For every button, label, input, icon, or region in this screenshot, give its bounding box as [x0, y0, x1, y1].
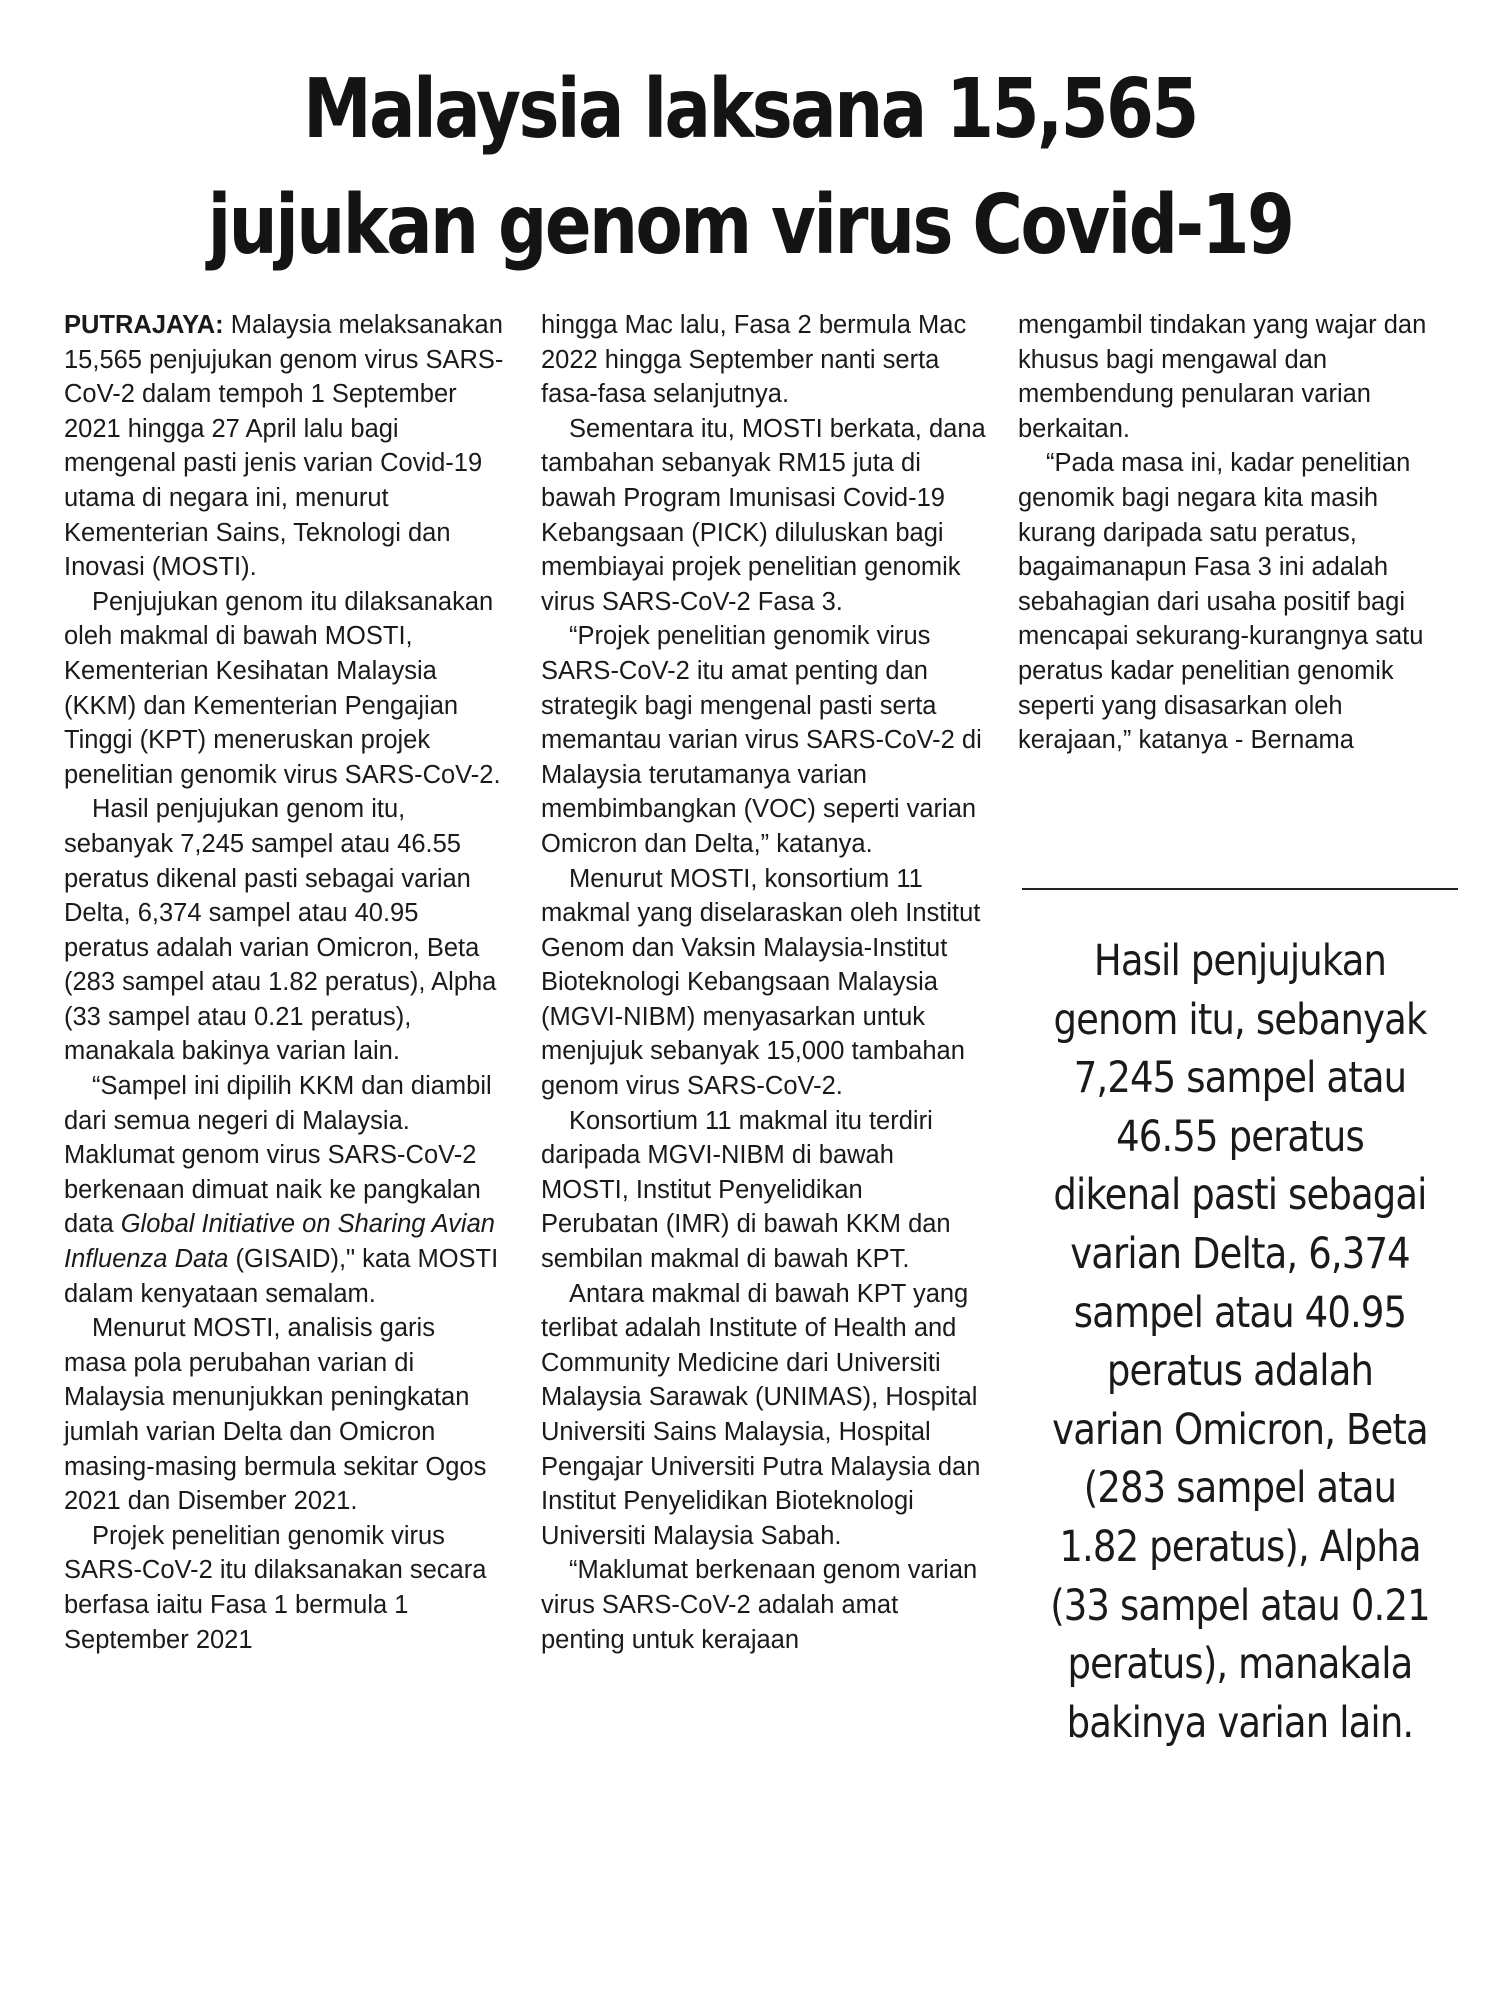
paragraph: Menurut MOSTI, analisis garis masa pola perubahan varian di Malaysia menunjukkan peningkatan jumlah varian Delta dan Omicron masing-masing bermula sekitar Ogos 2021 dan Disember 2021.: [64, 1314, 487, 1516]
article-column-2: [541, 308, 986, 1657]
paragraph: “Projek penelitian genomik virus SARS-CoV-2 itu amat penting dan strategik bagi mengenal pasti serta memantau varian virus SARS-CoV-2 di Malaysia terutamanya varian membimbangkan (VOC) seperti varian Omicron dan Delta,” katanya.: [541, 622, 982, 858]
paragraph-continuation: hingga Mac lalu, Fasa 2 bermula Mac 2022 hingga September nanti serta fasa-fasa selanjutnya.: [541, 311, 967, 409]
pull-quote: Hasil penjujukan genom itu, sebanyak 7,245 sampel atau 46.55 peratus dikenal pasti sebagai varian Delta, 6,374 sampel atau 40.95 peratus adalah varian Omicron, Beta (283 sampel atau 1.82 peratus), Alpha (33 sampel atau 0.21 peratus), manakala bakinya varian lain.: [1050, 936, 1430, 1748]
paragraph: Penjujukan genom itu dilaksanakan oleh makmal di bawah MOSTI, Kementerian Kesihatan Malaysia (KKM) dan Kementerian Pengajian Tinggi (KPT) meneruskan projek penelitian genomik virus SARS-CoV-2.: [64, 587, 501, 789]
paragraph: Sementara itu, MOSTI berkata, dana tambahan sebanyak RM15 juta di bawah Program Imunisasi Covid-19 Kebangsaan (PICK) diluluskan bagi membiayai projek penelitian genomik virus SARS-CoV-2 Fasa 3.: [541, 414, 986, 616]
article-column-1: [64, 308, 504, 1657]
paragraph: “Maklumat berkenaan genom varian virus SARS-CoV-2 adalah amat penting untuk kerajaan: [541, 1556, 978, 1654]
quote-text-end: (GISAID)," kata MOSTI dalam kenyataan semalam.: [64, 1245, 499, 1308]
database-name: Global Initiative on Sharing Avian Influenza Data: [64, 1210, 495, 1274]
article-column-3: [1018, 308, 1458, 758]
paragraph-continuation: mengambil tindakan yang wajar dan khusus bagi mengawal dan membendung penularan varian berkaitan.: [1018, 311, 1427, 443]
dateline: PUTRAJAYA:: [64, 311, 224, 339]
headline-line-1: Malaysia laksana 15,565: [303, 62, 1197, 157]
paragraph: Antara makmal di bawah KPT yang terlibat adalah Institute of Health and Community Medicine dari Universiti Malaysia Sarawak (UNIMAS), Hospital Universiti Sains Malaysia, Hospital Pengajar Universiti Putra Malaysia dan Institut Penyelidikan Bioteknologi Universiti Malaysia Sabah.: [541, 1279, 981, 1550]
lead-paragraph: [64, 308, 504, 585]
paragraph: Hasil penjujukan genom itu, sebanyak 7,245 sampel atau 46.55 peratus dikenal pasti sebagai varian Delta, 6,374 sampel atau 40.95 peratus adalah varian Omicron, Beta (283 sampel atau 1.82 peratus), Alpha (33 sampel atau 0.21 peratus), manakala bakinya varian lain.: [64, 795, 497, 1066]
headline-line-2: jujukan genom virus Covid-19: [207, 178, 1293, 273]
paragraph: Projek penelitian genomik virus SARS-CoV-2 itu dilaksanakan secara berfasa iaitu Fasa 1 bermula 1 September 2021: [64, 1521, 487, 1654]
paragraph: Konsortium 11 makmal itu terdiri daripada MGVI-NIBM di bawah MOSTI, Institut Penyelidikan Perubatan (IMR) di bawah KKM dan sembilan makmal di bawah KPT.: [541, 1106, 951, 1274]
pullquote-divider: [1022, 888, 1458, 890]
quote-text: “Sampel ini dipilih KKM dan diambil dari semua negeri di Malaysia. Maklumat genom virus SARS-CoV-2 berkenaan dimuat naik ke pangkalan data: [64, 1072, 492, 1239]
paragraph-text: Malaysia melaksanakan 15,565 penjujukan genom virus SARS-CoV-2 dalam tempoh 1 September 2021 hingga 27 April lalu bagi mengenal pasti jenis varian Covid-19 utama di negara ini, menurut Kementerian Sains, Teknologi dan Inovasi (MOSTI).: [64, 311, 504, 582]
headline: [120, 52, 1380, 284]
paragraph: Menurut MOSTI, konsortium 11 makmal yang diselaraskan oleh Institut Genom dan Vaksin Malaysia-Institut Bioteknologi Kebangsaan Malaysia (MGVI-NIBM) menyasarkan untuk menjujuk sebanyak 15,000 tambahan genom virus SARS-CoV-2.: [541, 864, 981, 1101]
quote-paragraph: [64, 1069, 504, 1311]
paragraph: “Pada masa ini, kadar penelitian genomik bagi negara kita masih kurang daripada satu peratus, bagaimanapun Fasa 3 ini adalah sebahagian dari usaha positif bagi mencapai sekurang-kurangnya satu peratus kadar penelitian genomik seperti yang disasarkan oleh kerajaan,” katanya - Bernama: [1018, 449, 1424, 755]
